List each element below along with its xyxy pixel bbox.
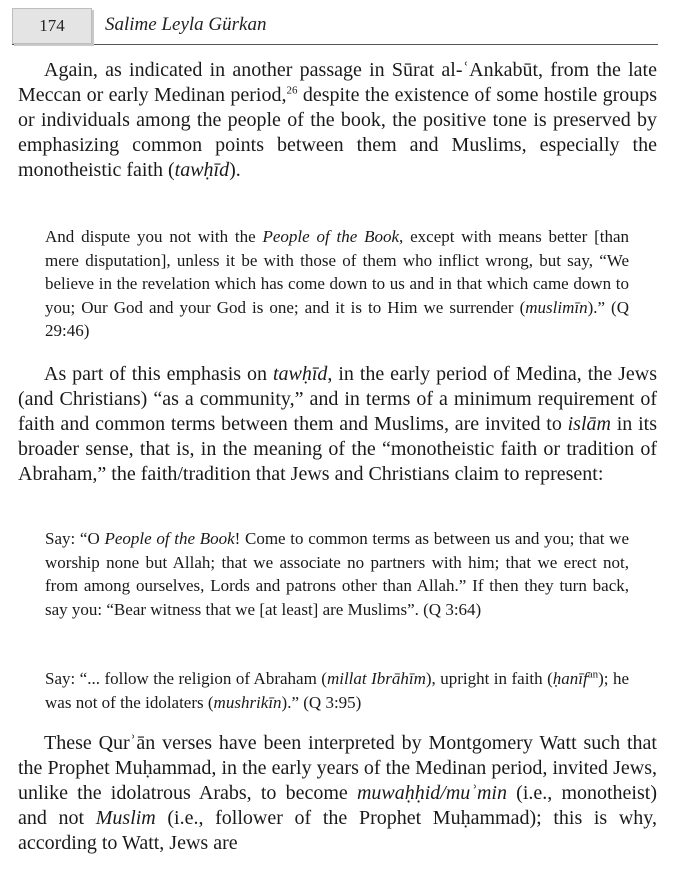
block-quote-1 bbox=[45, 225, 629, 343]
text-segment: , in the early period of Medina, the Jews (and Christians) “as a community,” and in terms of a minimum requirement of faith and common terms between them and Muslims, are invited to bbox=[18, 363, 658, 435]
running-header bbox=[12, 8, 658, 45]
text-segment: (i.e., follower of the Prophet Muḥammad); this is why, according to Watt, Jews are bbox=[18, 807, 658, 854]
block-quote-3 bbox=[45, 667, 629, 714]
text-segment: ). bbox=[229, 159, 241, 181]
term-italic: ḥanīf bbox=[552, 669, 588, 688]
text-segment: Say: “O bbox=[45, 529, 105, 548]
running-head-author: Salime Leyla Gürkan bbox=[105, 14, 267, 35]
text-segment: ), upright in faith ( bbox=[425, 669, 553, 688]
term-italic: People of the Book bbox=[262, 227, 400, 246]
text-segment: These Qurʾān verses have been interpreted by Montgomery Watt such that the Prophet Muḥammad, in the early years of the Medinan period, invited Jews, unlike the idolatrous Arabs, to become bbox=[18, 732, 657, 804]
superscript: an bbox=[587, 668, 599, 681]
text-segment: Again, as indicated in another passage in Sūrat al-ʿAnkabūt, from the late Meccan or early Medinan period, bbox=[18, 59, 657, 106]
text-segment: despite the existence of some hostile groups or individuals among the people of the book, the positive tone is preserved by emphasizing common points between them and Muslims, especially the monotheistic faith ( bbox=[18, 84, 658, 181]
term-italic: muwaḥḥid/muʾmin bbox=[356, 782, 507, 804]
body-paragraph-1 bbox=[18, 58, 657, 183]
text-segment: Say: “... follow the religion of Abraham ( bbox=[45, 669, 327, 688]
term-italic: Muslim bbox=[95, 807, 156, 829]
term-italic: People of the Book bbox=[104, 529, 235, 548]
text-segment: ! Come to common terms as between us and you; that we worship none but Allah; that we associate no partners with him; that we erect not, from among ourselves, Lords and patrons other than Allah.” If then they turn back, say you: “Bear witness that we [at least] are Muslims”. (Q 3:64) bbox=[45, 529, 630, 619]
text-segment: ); he was not of the idolaters ( bbox=[45, 669, 630, 712]
term-italic: mushrikīn bbox=[213, 692, 282, 712]
text-segment: in its broader sense, that is, in the meaning of the “monotheistic faith or tradition of Abraham,” the faith/tradition that Jews and Christians claim to represent: bbox=[18, 413, 657, 485]
body-paragraph-2 bbox=[18, 362, 657, 487]
footnote-ref[interactable]: 26 bbox=[286, 84, 298, 97]
body-paragraph-3 bbox=[18, 731, 657, 856]
term-italic: tawḥīd bbox=[272, 363, 328, 385]
text-segment: ).” (Q 29:46) bbox=[45, 297, 629, 340]
term-italic: muslimīn bbox=[525, 297, 588, 317]
text-segment: And dispute you not with the bbox=[45, 227, 263, 246]
text-segment: As part of this emphasis on bbox=[44, 363, 273, 385]
block-quote-2 bbox=[45, 527, 629, 621]
term-italic: islām bbox=[567, 413, 611, 435]
term-italic: millat Ibrāhīm bbox=[326, 669, 426, 688]
text-segment: , except with means better [than mere disputation], unless it be with those of them who inflict wrong, but say, “We believe in the revelation which has come down to us and in that which came down to you; Our God and your God is one; and it is to Him we surrender ( bbox=[45, 227, 629, 317]
text-segment: ).” (Q 3:95) bbox=[281, 692, 362, 712]
term-italic: tawḥīd bbox=[174, 159, 230, 181]
text-segment: (i.e., monotheist) and not bbox=[18, 782, 657, 829]
page-number: 174 bbox=[12, 8, 92, 44]
